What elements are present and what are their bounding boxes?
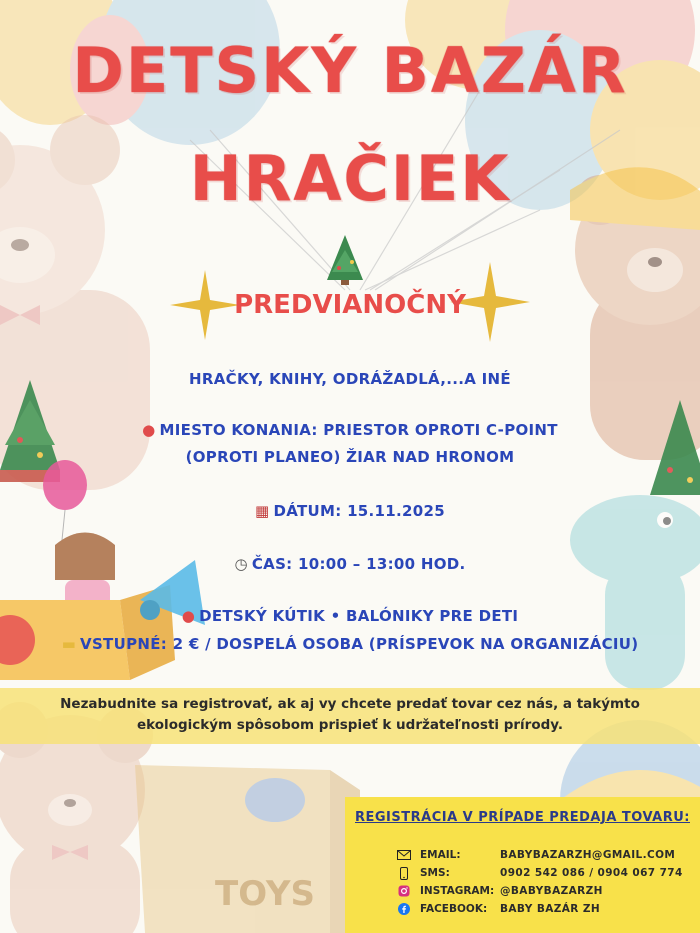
sms-label: SMS:: [420, 867, 450, 879]
calendar-icon: ▦: [255, 502, 270, 520]
email-label: EMAIL:: [420, 849, 461, 861]
clock-icon: ◷: [234, 555, 248, 573]
title-line-1: DETSKÝ BAZÁR: [72, 34, 628, 107]
location-line-1: [0, 417, 700, 444]
date-text: DÁTUM: 15.11.2025: [273, 502, 445, 520]
date-line: [0, 498, 700, 525]
reg-row-instagram: [396, 882, 603, 900]
facebook-value[interactable]: BABY BAZÁR ZH: [500, 903, 601, 915]
registration-note: Nezabudnite sa registrovať, ak aj vy chcete predať tovar cez nás, a takýmto ekologickým spôsobom prispieť k udržateľnosti prírody.: [60, 696, 640, 733]
reg-row-email: [396, 846, 675, 864]
instagram-icon: [396, 885, 412, 897]
title-line-2: HRAČIEK: [189, 142, 511, 215]
location-line-2: (OPROTI PLANEO) ŽIAR NAD HRONOM: [185, 448, 515, 466]
ticket-icon: ▬: [61, 635, 77, 653]
email-value[interactable]: BABYBAZARZH@GMAIL.COM: [500, 849, 676, 861]
registration-title: REGISTRÁCIA V PRÍPADE PREDAJA TOVARU:: [355, 810, 690, 825]
corner-line: [0, 603, 700, 630]
instagram-label: INSTAGRAM:: [420, 885, 495, 897]
phone-icon: [396, 867, 412, 880]
facebook-label: FACEBOOK:: [420, 903, 488, 915]
facebook-icon: [396, 903, 412, 915]
items-line: HRAČKY, KNIHY, ODRÁŽADLÁ,...A INÉ: [189, 370, 511, 388]
subtitle: PREDVIANOČNÝ: [234, 290, 466, 320]
time-line: [0, 551, 700, 578]
entry-text: VSTUPNÉ: 2 € / DOSPELÁ OSOBA (PRÍSPEVOK NA ORGANIZÁCIU): [80, 635, 639, 653]
toys-box-label: TOYS: [215, 874, 315, 914]
location-text-1: MIESTO KONANIA: PRIESTOR OPROTI C-POINT: [159, 421, 558, 439]
reg-row-facebook: [396, 900, 600, 918]
instagram-value[interactable]: @BABYBAZARZH: [500, 885, 603, 897]
balloon-icon: ●: [181, 607, 196, 625]
entry-line: [0, 631, 700, 658]
corner-text: DETSKÝ KÚTIK • BALÓNIKY PRE DETI: [199, 607, 519, 625]
christmas-tree-center: [327, 235, 363, 285]
pin-icon: ●: [142, 421, 156, 439]
reg-row-sms: [396, 864, 683, 882]
sms-value[interactable]: 0902 542 086 / 0904 067 774: [500, 867, 683, 879]
time-text: ČAS: 10:00 – 13:00 HOD.: [251, 555, 466, 573]
mail-icon: [396, 850, 412, 860]
